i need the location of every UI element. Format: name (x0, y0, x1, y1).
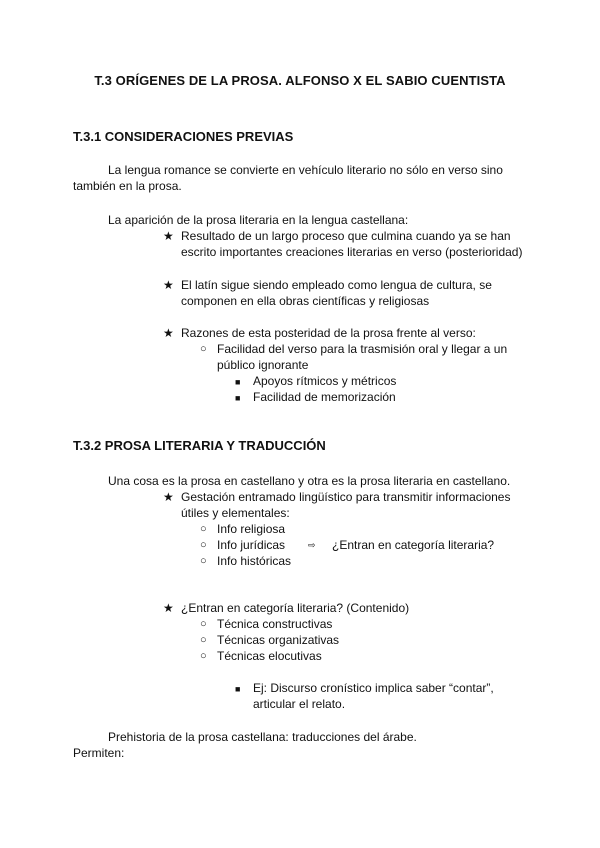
section2-bullet-1-i: Info religiosa (217, 522, 286, 536)
star-bullet-icon: ★ (163, 490, 174, 504)
paragraph-1-line-2: también en la prosa. (73, 179, 182, 193)
section2-bullet-2-ii: Técnicas organizativas (217, 633, 340, 647)
bullet-3a-ii: Facilidad de memorización (253, 390, 396, 404)
section2-bullet-1-line-1: Gestación entramado lingüístico para transmitir informaciones (181, 490, 511, 504)
bullet-2-line-2: componen en ella obras científicas y religiosas (181, 294, 430, 308)
example-line-2: articular el relato. (253, 697, 346, 711)
section-heading-1: T.3.1 CONSIDERACIONES PREVIAS (73, 129, 294, 144)
circle-bullet-icon: ○ (200, 618, 207, 630)
star-bullet-icon: ★ (163, 326, 174, 340)
section-heading-2: T.3.2 PROSA LITERARIA Y TRADUCCIÓN (73, 438, 326, 453)
star-bullet-icon: ★ (163, 601, 174, 615)
section2-paragraph-3: Permiten: (73, 746, 125, 760)
circle-bullet-icon: ○ (200, 343, 207, 355)
section2-bullet-1-iii: Info históricas (217, 554, 292, 568)
bullet-3a-line-1: Facilidad del verso para la trasmisión oral y llegar a un (217, 342, 508, 356)
arrow-right-icon: ⇨ (308, 540, 316, 550)
section2-bullet-2-iii: Técnicas elocutivas (217, 649, 322, 663)
section2-bullet-1-line-2: útiles y elementales: (181, 506, 290, 520)
bullet-3a-line-2: público ignorante (217, 358, 309, 372)
circle-bullet-icon: ○ (200, 539, 207, 551)
paragraph-1-line-1: La lengua romance se convierte en vehículo literario no sólo en verso sino (108, 163, 503, 177)
bullet-1-line-2: escrito importantes creaciones literarias en verso (posterioridad) (181, 245, 523, 259)
square-bullet-icon: ■ (235, 393, 241, 403)
section2-bullet-2: ¿Entran en categoría literaria? (Contenido) (181, 601, 410, 615)
square-bullet-icon: ■ (235, 377, 241, 387)
star-bullet-icon: ★ (163, 229, 174, 243)
section2-paragraph-2: Prehistoria de la prosa castellana: traducciones del árabe. (108, 730, 417, 744)
bullet-3: Razones de esta posteridad de la prosa frente al verso: (181, 326, 476, 340)
section2-bullet-2-i: Técnica constructivas (217, 617, 333, 631)
circle-bullet-icon: ○ (200, 634, 207, 646)
circle-bullet-icon: ○ (200, 555, 207, 567)
bullet-3a-i: Apoyos rítmicos y métricos (253, 374, 397, 388)
bullet-2-line-1: El latín sigue siendo empleado como lengua de cultura, se (181, 278, 492, 292)
bullet-1-line-1: Resultado de un largo proceso que culmina cuando ya se han (181, 229, 511, 243)
star-bullet-icon: ★ (163, 278, 174, 292)
section2-question: ¿Entran en categoría literaria? (332, 538, 495, 552)
document-title: T.3 ORÍGENES DE LA PROSA. ALFONSO X EL SABIO CUENTISTA (94, 73, 506, 88)
paragraph-2: La aparición de la prosa literaria en la lengua castellana: (108, 213, 409, 227)
example-line-1: Ej: Discurso cronístico implica saber “contar”, (253, 681, 494, 695)
square-bullet-icon: ■ (235, 684, 241, 694)
section2-paragraph-1: Una cosa es la prosa en castellano y otra es la prosa literaria en castellano. (108, 474, 511, 488)
circle-bullet-icon: ○ (200, 523, 207, 535)
circle-bullet-icon: ○ (200, 650, 207, 662)
section2-bullet-1-ii: Info jurídicas (217, 538, 286, 552)
